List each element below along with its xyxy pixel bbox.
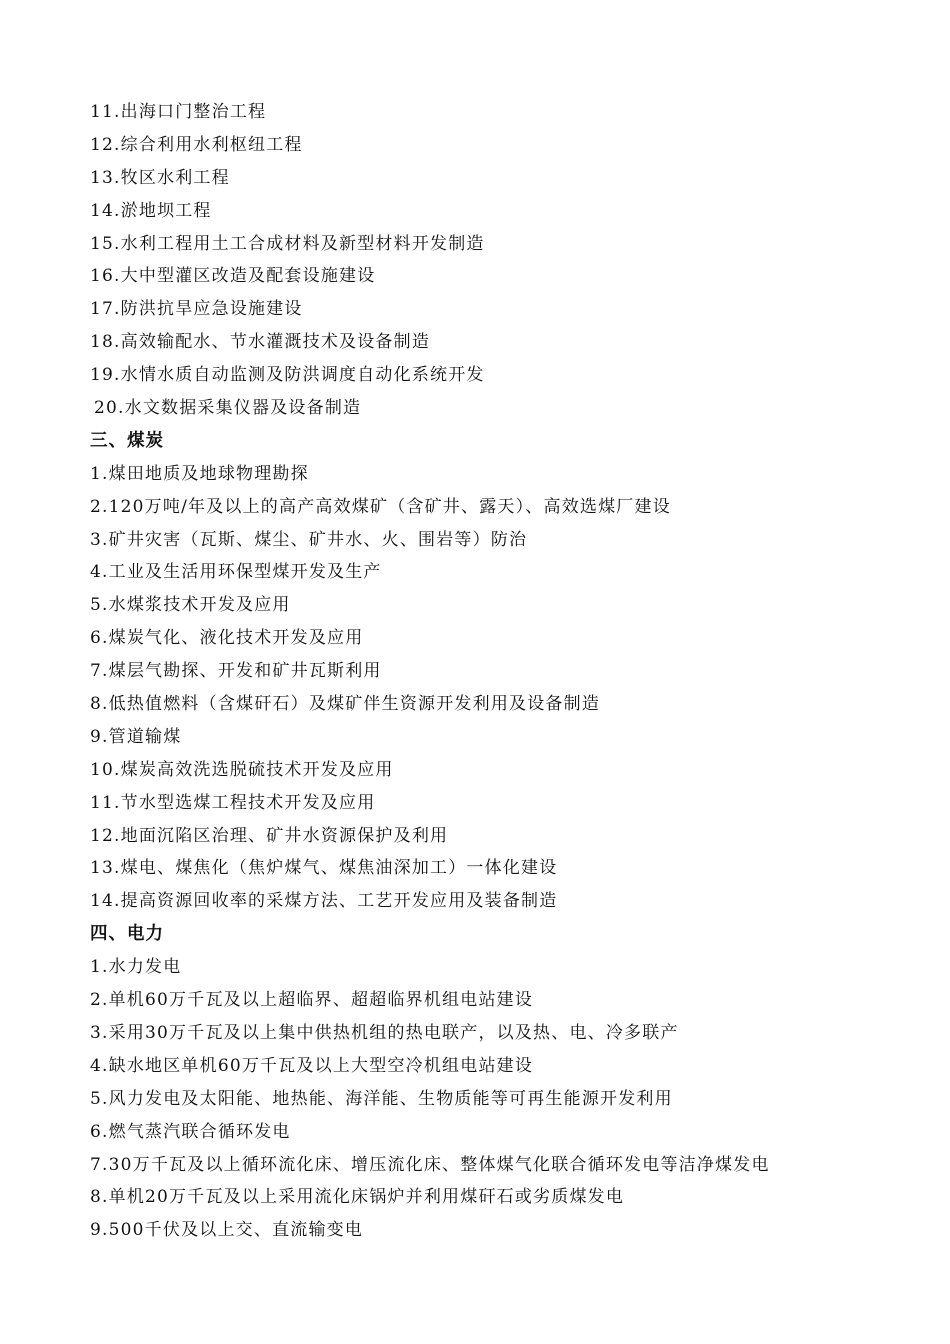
- list-item: 7.30万千瓦及以上循环流化床、增压流化床、整体煤气化联合循环发电等洁净煤发电: [90, 1154, 770, 1175]
- list-item: 1.煤田地质及地球物理勘探: [90, 463, 309, 484]
- list-item: 3.采用30万千瓦及以上集中供热机组的热电联产，以及热、电、冷多联产: [90, 1022, 679, 1043]
- list-item: 3.矿井灾害（瓦斯、煤尘、矿井水、火、围岩等）防治: [90, 529, 528, 550]
- list-item: 11.出海口门整治工程: [90, 102, 267, 122]
- document-page: [90, 96, 870, 1247]
- list-item: 17.防洪抗旱应急设施建设: [90, 299, 303, 320]
- list-item: 11.节水型选煤工程技术开发及应用: [90, 792, 376, 813]
- list-item: 19.水情水质自动监测及防洪调度自动化系统开发: [90, 365, 485, 386]
- list-item: 12.综合利用水利枢纽工程: [90, 134, 303, 155]
- list-item: 9.500千伏及以上交、直流输变电: [90, 1220, 364, 1241]
- list-item: 18.高效输配水、节水灌溉技术及设备制造: [90, 332, 431, 353]
- list-item: 6.煤炭气化、液化技术开发及应用: [90, 628, 364, 649]
- list-item: 9.管道输煤: [90, 726, 182, 747]
- list-item: 15.水利工程用土工合成材料及新型材料开发制造: [90, 233, 485, 254]
- list-item: 7.煤层气勘探、开发和矿井瓦斯利用: [90, 661, 382, 682]
- list-item: 4.缺水地区单机60万千瓦及以上大型空冷机组电站建设: [90, 1055, 534, 1076]
- section-heading-coal: 三、煤炭: [90, 430, 164, 451]
- list-item: 16.大中型灌区改造及配套设施建设: [90, 266, 376, 287]
- list-item: 1.水力发电: [90, 957, 182, 978]
- list-item: 14.提高资源回收率的采煤方法、工艺开发应用及装备制造: [90, 891, 558, 912]
- list-item: 5.风力发电及太阳能、地热能、海洋能、生物质能等可再生能源开发利用: [90, 1088, 673, 1109]
- list-item: 12.地面沉陷区治理、矿井水资源保护及利用: [90, 825, 449, 846]
- list-item: 13.牧区水利工程: [90, 167, 230, 188]
- electric-power-section: [90, 918, 870, 1247]
- list-item: 10.煤炭高效洗选脱硫技术开发及应用: [90, 759, 394, 780]
- list-item: 4.工业及生活用环保型煤开发及生产: [90, 562, 382, 583]
- water-conservancy-items-continued: [90, 96, 870, 425]
- list-item: 5.水煤浆技术开发及应用: [90, 595, 291, 616]
- list-item: 2.120万吨/年及以上的高产高效煤矿（含矿井、露天）、高效选煤厂建设: [90, 496, 671, 517]
- list-item: 13.煤电、煤焦化（焦炉煤气、煤焦油深加工）一体化建设: [90, 858, 558, 879]
- coal-section: [90, 425, 870, 918]
- list-item: 20.水文数据采集仪器及设备制造: [94, 398, 362, 419]
- list-item: 6.燃气蒸汽联合循环发电: [90, 1121, 291, 1142]
- list-item: 8.低热值燃料（含煤矸石）及煤矿伴生资源开发利用及设备制造: [90, 694, 601, 715]
- section-heading-electric-power: 四、电力: [90, 924, 164, 945]
- list-item: 2.单机60万千瓦及以上超临界、超超临界机组电站建设: [90, 990, 534, 1011]
- list-item: 8.单机20万千瓦及以上采用流化床锅炉并利用煤矸石或劣质煤发电: [90, 1187, 625, 1208]
- list-item: 14.淤地坝工程: [90, 200, 212, 221]
